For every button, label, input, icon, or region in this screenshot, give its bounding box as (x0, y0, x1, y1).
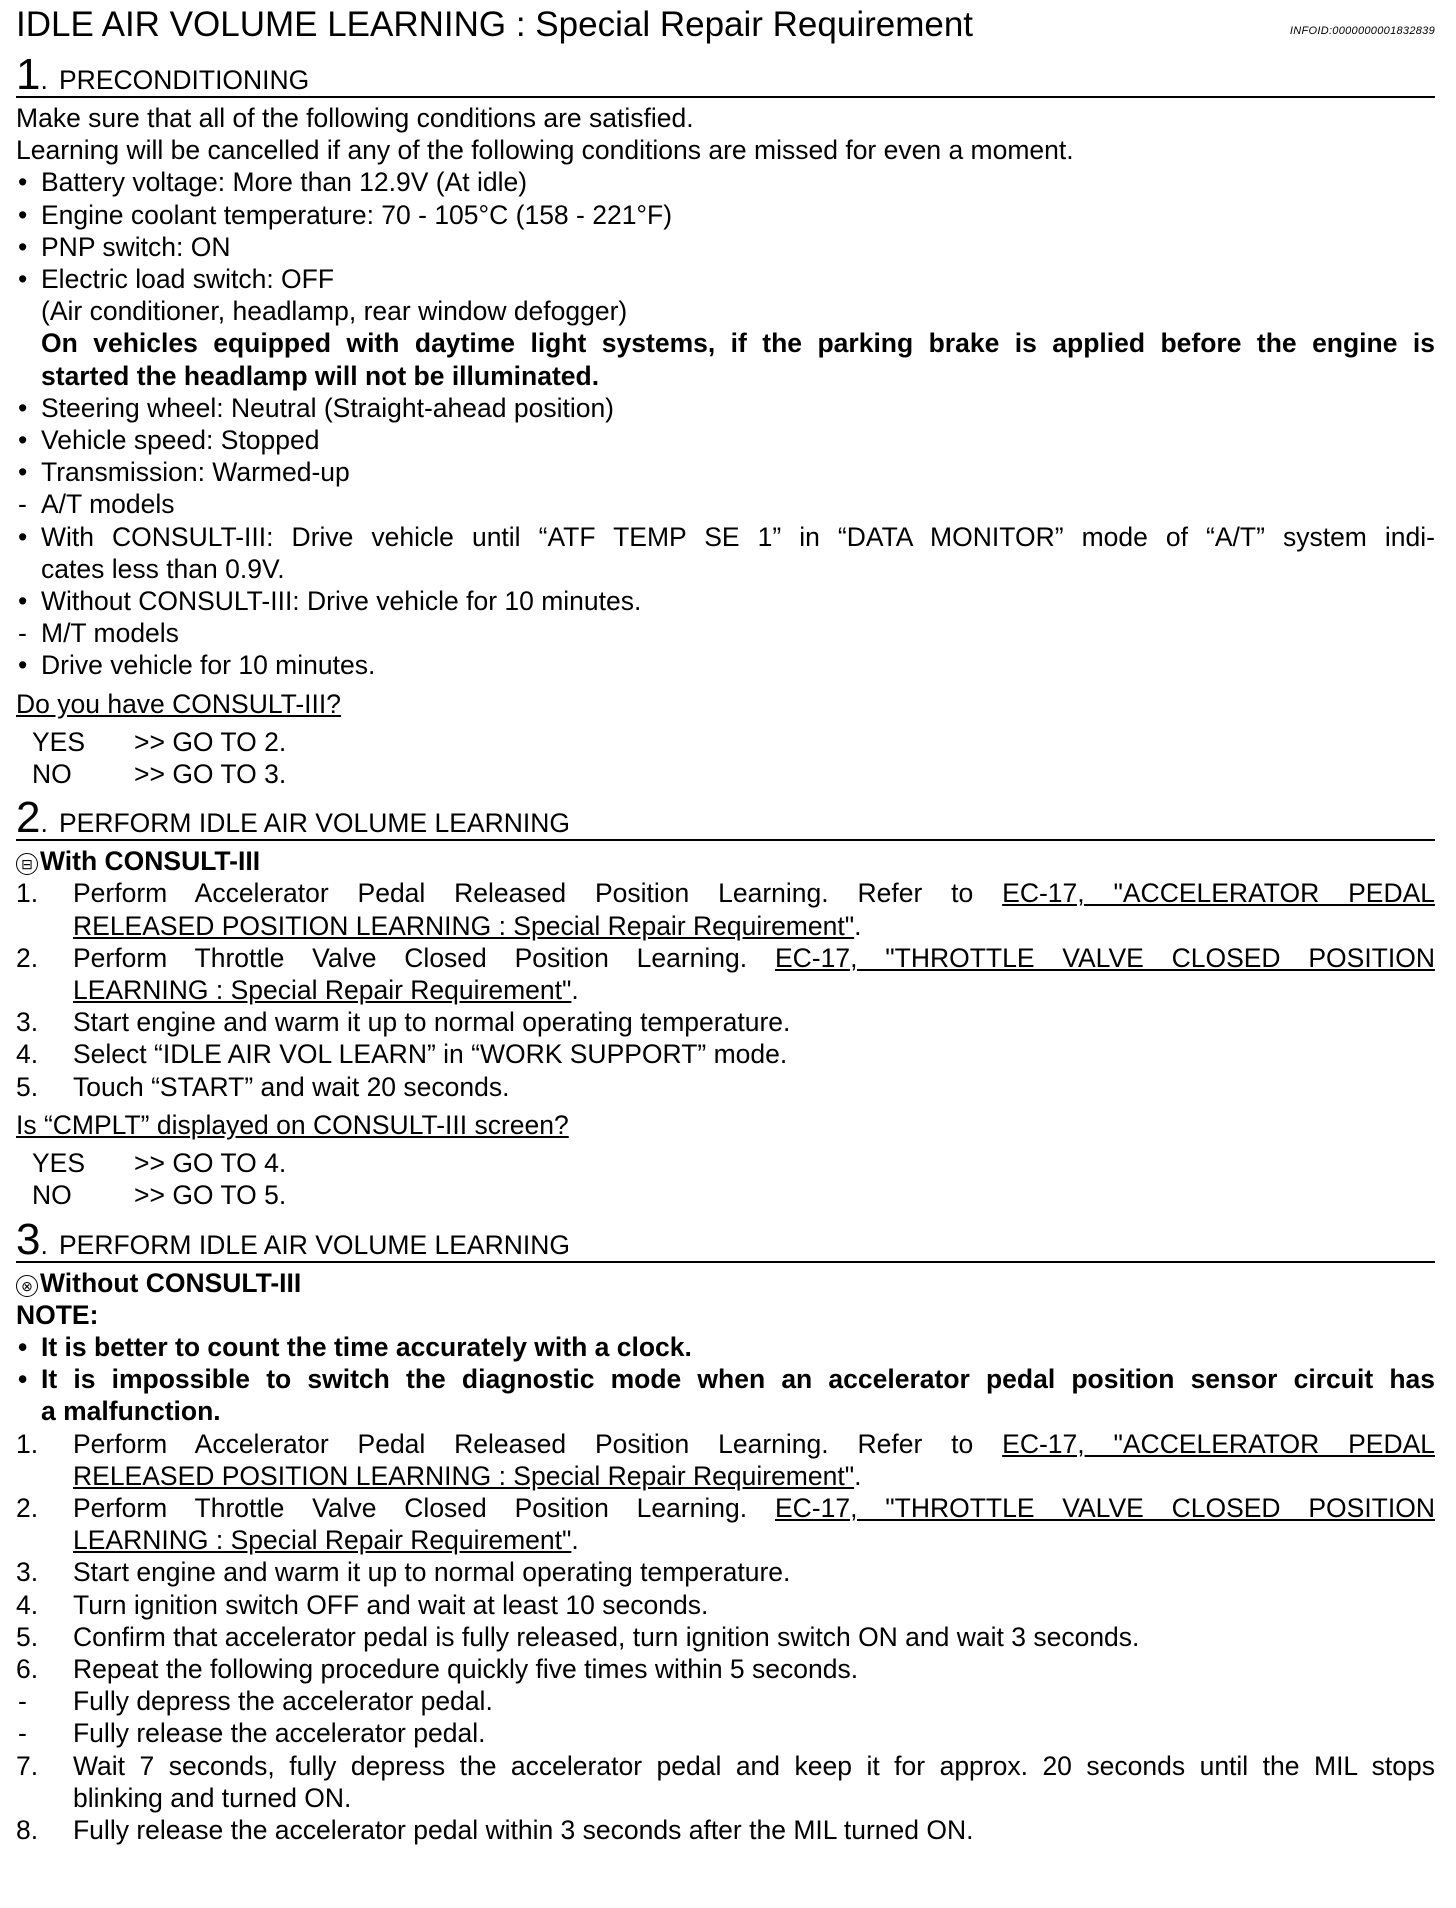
procedure-item-cont: LEARNING : Special Repair Requirement". (73, 1525, 579, 1556)
procedure-item: 4. Turn ignition switch OFF and wait at least 10 seconds. (16, 1589, 709, 1620)
procedure-item: 3. Start engine and warm it up to normal operating temperature. (16, 1557, 791, 1588)
step-2-header (16, 791, 1435, 841)
page-title: IDLE AIR VOLUME LEARNING : Special Repair Requirement (16, 5, 974, 44)
reference-link[interactable]: EC-17, "THROTTLE VALVE CLOSED POSITION (774, 1492, 1435, 1523)
procedure-item: 8. Fully release the accelerator pedal within 3 seconds after the MIL turned ON. (16, 1814, 974, 1845)
warning-text: On vehicles equipped with daytime light systems, if the parking brake is applied before the engine is (41, 328, 1435, 359)
procedure-item-cont: blinking and turned ON. (73, 1782, 352, 1813)
step-number: 3. (16, 1214, 48, 1264)
procedure-item-cont: LEARNING : Special Repair Requirement". (73, 975, 579, 1006)
step-1-body (16, 98, 1435, 790)
decision-question: Do you have CONSULT-III? (16, 688, 342, 719)
condition-subtext: (Air conditioner, headlamp, rear window defogger) (41, 296, 628, 327)
procedure-item: 2. Perform Throttle Valve Closed Position Learning. EC-17, "THROTTLE VALVE CLOSED POSITION (16, 1492, 1435, 1523)
condition-item: • Steering wheel: Neutral (Straight-ahead position) (16, 392, 1435, 424)
condition-item-cont: cates less than 0.9V. (41, 553, 285, 584)
condition-item: • With CONSULT-III: Drive vehicle until “ATF TEMP SE 1” in “DATA MONITOR” mode of “A/T” system indi- (16, 521, 1435, 553)
note-label: NOTE: (16, 1299, 99, 1330)
procedure-item: 1. Perform Accelerator Pedal Released Position Learning. Refer to EC-17, "ACCELERATOR PEDAL (16, 1428, 1435, 1459)
section-heading: ⊟ With CONSULT-III (16, 845, 1435, 877)
procedure-subitem: - Fully release the accelerator pedal. (18, 1718, 486, 1749)
condition-item: • PNP switch: ON (16, 231, 1435, 263)
step-3-header (16, 1213, 1435, 1263)
section-heading: ⊗ Without CONSULT-III (16, 1267, 1435, 1299)
reference-link[interactable]: EC-17, "ACCELERATOR PEDAL (1002, 1428, 1435, 1459)
step-2-body (16, 841, 1435, 1211)
reference-link[interactable]: EC-17, "THROTTLE VALVE CLOSED POSITION (774, 942, 1435, 973)
condition-item: • Battery voltage: More than 12.9V (At idle) (16, 166, 1435, 198)
no-consult-icon: ⊗ (16, 1275, 38, 1297)
procedure-item: 5. Touch “START” and wait 20 seconds. (16, 1071, 510, 1102)
intro-text: Make sure that all of the following conditions are satisfied. (16, 103, 694, 133)
procedure-item: 2. Perform Throttle Valve Closed Position Learning. EC-17, "THROTTLE VALVE CLOSED POSITION (16, 942, 1435, 973)
procedure-item: 5. Confirm that accelerator pedal is fully released, turn ignition switch ON and wait 3 seconds. (16, 1621, 1140, 1652)
step-title: PRECONDITIONING (59, 65, 310, 95)
reference-link[interactable]: RELEASED POSITION LEARNING : Special Repair Requirement" (73, 910, 855, 941)
answer-no: NO >> GO TO 5. (32, 1180, 287, 1211)
note-item-cont: a malfunction. (41, 1396, 221, 1427)
procedure-item: 7. Wait 7 seconds, fully depress the accelerator pedal and keep it for approx. 20 seconds until the MIL stops (16, 1750, 1435, 1781)
reference-link[interactable]: RELEASED POSITION LEARNING : Special Repair Requirement" (73, 1460, 855, 1491)
step-title: PERFORM IDLE AIR VOLUME LEARNING (59, 808, 570, 839)
procedure-item-cont: RELEASED POSITION LEARNING : Special Repair Requirement". (73, 910, 862, 941)
page-header (16, 0, 1435, 48)
reference-link[interactable]: LEARNING : Special Repair Requirement" (73, 1525, 572, 1556)
step-number: 2. (16, 793, 48, 843)
step-3-body (16, 1263, 1435, 1847)
procedure-item-cont: RELEASED POSITION LEARNING : Special Repair Requirement". (73, 1460, 862, 1491)
note-item: • It is impossible to switch the diagnostic mode when an accelerator pedal position sensor circuit has (16, 1363, 1435, 1395)
condition-item: • Vehicle speed: Stopped (16, 424, 1435, 456)
condition-item: • Engine coolant temperature: 70 - 105°C (158 - 221°F) (16, 199, 1435, 231)
procedure-item: 4. Select “IDLE AIR VOL LEARN” in “WORK SUPPORT” mode. (16, 1039, 788, 1070)
info-id: INFOID:0000000001832839 (1289, 25, 1435, 37)
answer-yes: YES >> GO TO 2. (32, 726, 287, 757)
step-1-header (16, 48, 1435, 98)
answer-yes: YES >> GO TO 4. (32, 1148, 287, 1179)
consult-icon: ⊟ (16, 853, 38, 875)
reference-link[interactable]: LEARNING : Special Repair Requirement" (73, 975, 572, 1006)
condition-item: • Without CONSULT-III: Drive vehicle for 10 minutes. (16, 585, 1435, 617)
condition-item: • Electric load switch: OFF (16, 263, 1435, 295)
procedure-item: 6. Repeat the following procedure quickly five times within 5 seconds. (16, 1653, 859, 1684)
model-heading: - M/T models (16, 617, 1435, 649)
step-title: PERFORM IDLE AIR VOLUME LEARNING (59, 1229, 570, 1260)
note-item: • It is better to count the time accurately with a clock. (16, 1331, 1435, 1363)
condition-item: • Transmission: Warmed-up (16, 456, 1435, 488)
decision-question: Is “CMPLT” displayed on CONSULT-III screen? (16, 1109, 569, 1140)
condition-item: • Drive vehicle for 10 minutes. (16, 649, 1435, 681)
step-number: 1. (16, 50, 48, 99)
procedure-subitem: - Fully depress the accelerator pedal. (18, 1686, 493, 1717)
procedure-item: 3. Start engine and warm it up to normal operating temperature. (16, 1007, 791, 1038)
reference-link[interactable]: EC-17, "ACCELERATOR PEDAL (1002, 878, 1435, 909)
answer-no: NO >> GO TO 3. (32, 759, 287, 790)
warning-text: started the headlamp will not be illuminated. (41, 360, 600, 391)
procedure-item: 1. Perform Accelerator Pedal Released Position Learning. Refer to EC-17, "ACCELERATOR PEDAL (16, 878, 1435, 909)
intro-text: Learning will be cancelled if any of the following conditions are missed for even a moment. (16, 135, 1074, 166)
model-heading: - A/T models (16, 488, 1435, 520)
